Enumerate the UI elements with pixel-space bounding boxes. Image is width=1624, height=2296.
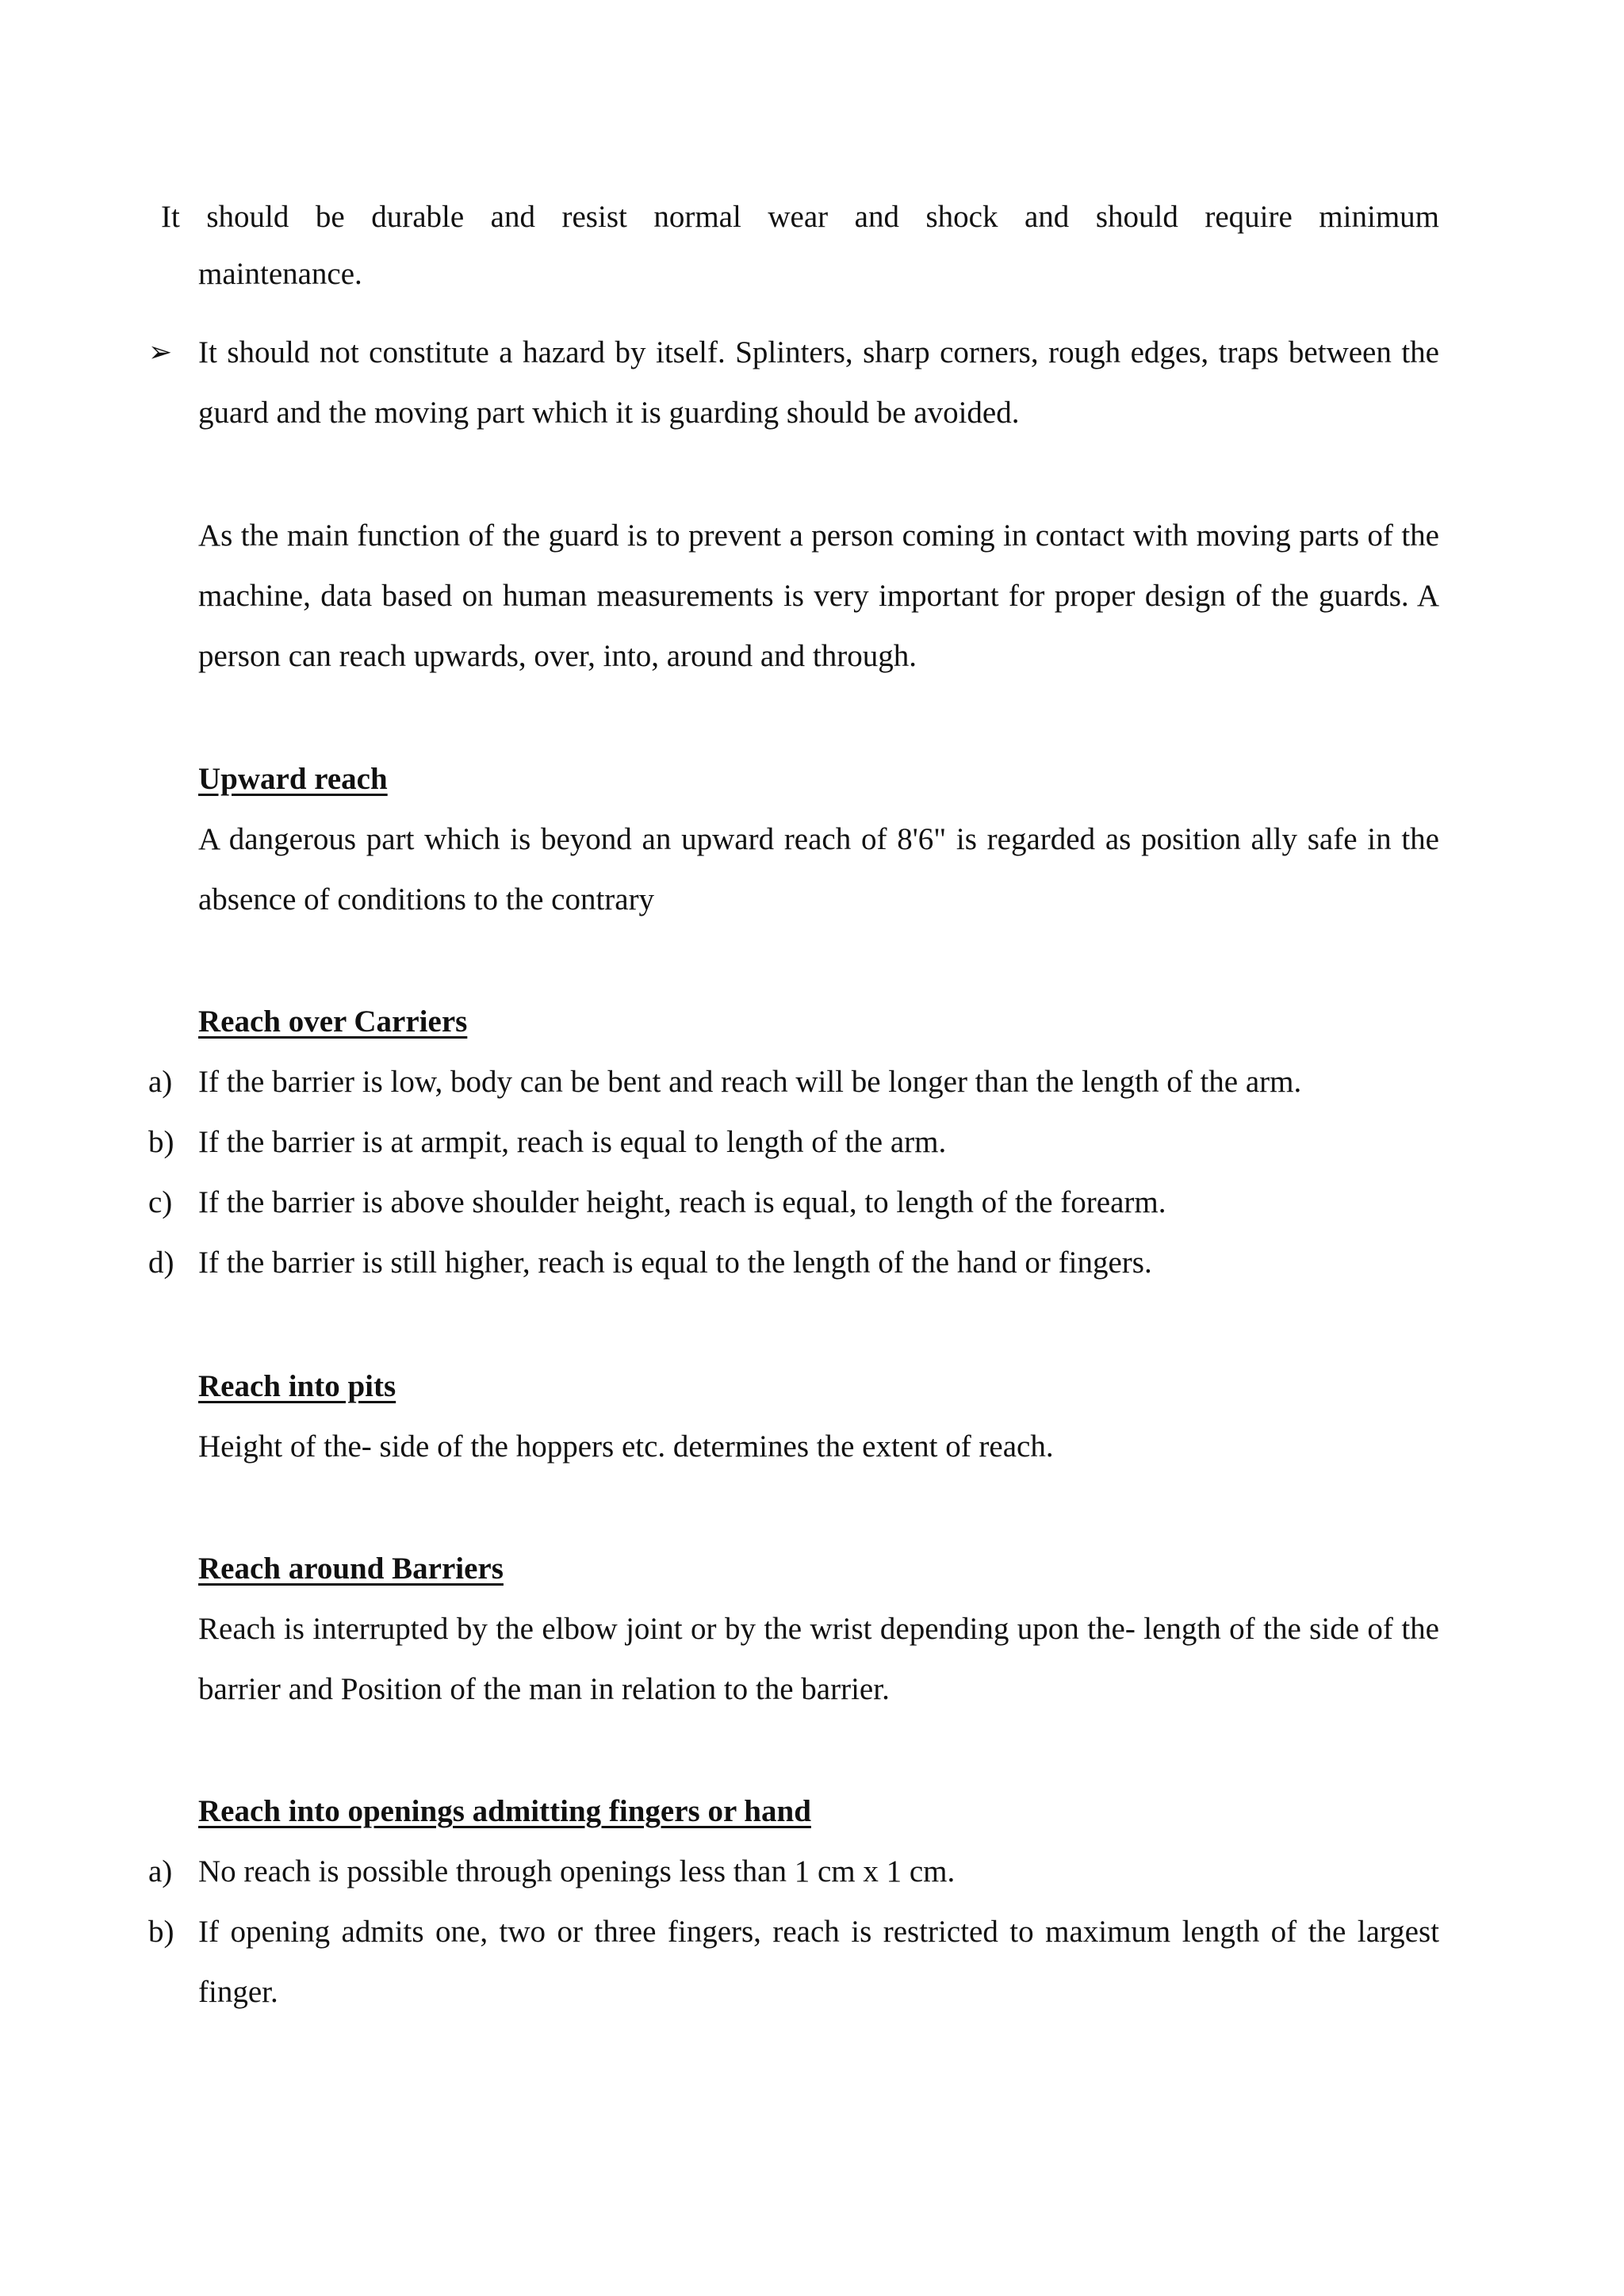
list-marker: b) — [148, 1915, 174, 1949]
list-item: If the barrier is still higher, reach is equal to the length of the hand or fingers. — [198, 1246, 1152, 1280]
hazard-paragraph: It should not constitute a hazard by itself. Splinters, sharp corners, rough edges, traps between the guard and the moving part which it is guarding should be avoided. — [198, 335, 1439, 430]
upward-reach-text: A dangerous part which is beyond an upward reach of 8'6" is regarded as position ally safe in the absence of conditions to the contrary — [198, 822, 1439, 916]
list-item: If opening admits one, two or three fingers, reach is restricted to maximum length of the largest finger. — [198, 1915, 1439, 2009]
list-item: If the barrier is at armpit, reach is equal to length of the arm. — [198, 1125, 947, 1159]
durable-paragraph-line2: maintenance. — [198, 257, 362, 291]
reach-into-openings-heading: Reach into openings admitting fingers or hand — [198, 1794, 811, 1828]
arrow-bullet-icon: ➢ — [148, 336, 173, 369]
reach-around-barriers-text: Reach is interrupted by the elbow joint or by the wrist depending upon the- length of the side of the barrier and Position of the man in relation to the barrier. — [198, 1612, 1439, 1706]
durable-paragraph-line1: It should be durable and resist normal wear and shock and should require minimum — [161, 200, 1439, 234]
list-marker: a) — [148, 1854, 173, 1888]
reach-around-barriers-heading: Reach around Barriers — [198, 1552, 504, 1586]
list-item: If the barrier is low, body can be bent and reach will be longer than the length of the arm. — [198, 1065, 1302, 1099]
reach-over-carriers-heading: Reach over Carriers — [198, 1004, 468, 1039]
upward-reach-heading: Upward reach — [198, 762, 388, 796]
list-marker: c) — [148, 1185, 173, 1219]
list-marker: b) — [148, 1125, 174, 1159]
list-marker: d) — [148, 1246, 174, 1280]
reach-into-pits-heading: Reach into pits — [198, 1369, 396, 1403]
list-marker: a) — [148, 1065, 173, 1099]
reach-into-pits-text: Height of the- side of the hoppers etc. determines the extent of reach. — [198, 1429, 1054, 1464]
main-function-paragraph: As the main function of the guard is to prevent a person coming in contact with moving parts of the machine, data based on human measurements is very important for proper design of the guards. A person can reach upwards, over, into, around and through. — [198, 519, 1439, 673]
list-item: If the barrier is above shoulder height, reach is equal, to length of the forearm. — [198, 1185, 1166, 1219]
list-item: No reach is possible through openings less than 1 cm x 1 cm. — [198, 1854, 956, 1888]
